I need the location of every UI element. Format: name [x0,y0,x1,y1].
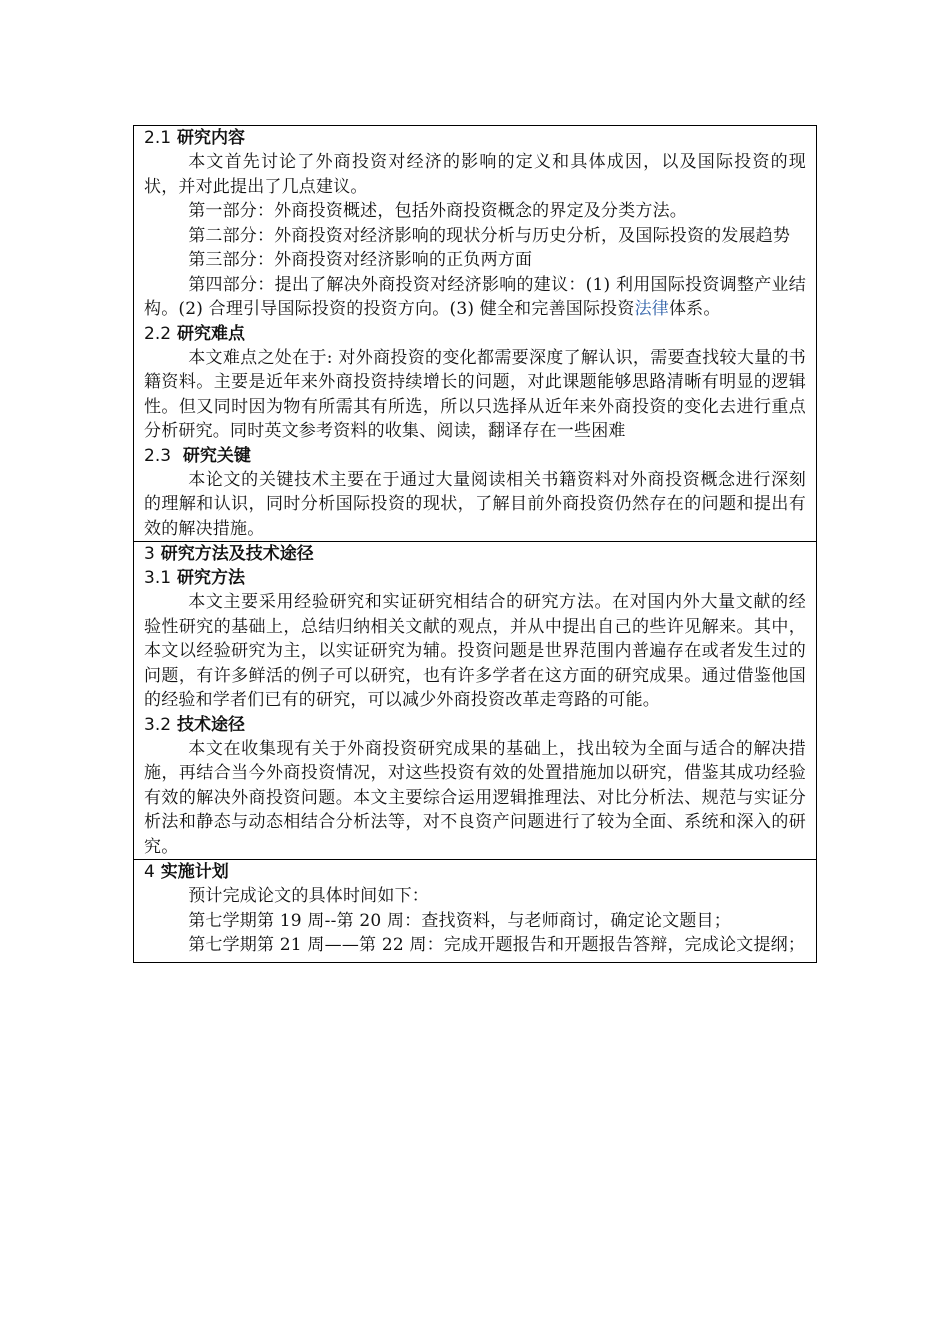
paragraph: 本文难点之处在于: 对外商投资的变化都需要深度了解认识，需要查找较大量的书籍资料。主要是近年来外商投资持续增长的问题，对此课题能够思路清晰有明显的逻辑性。但又同时因为物有所需其有所选，所以只选择从近年来外商投资的变化去进行重点分析研究。同时英文参考资料的收集、阅读，翻译存在一些困难 [144,347,806,441]
section-plan [134,860,816,962]
heading-2-1: 2.1 研究内容 [144,128,245,148]
heading-3-1: 3.1 研究方法 [144,568,245,588]
section-research-content [134,126,816,542]
paragraph: 第七学期第 19 周--第 20 周：查找资料，与老师商讨，确定论文题目； [188,910,731,931]
heading-2-2: 2.2 研究难点 [144,323,245,344]
paragraph: 第四部分：提出了解决外商投资对经济影响的建议：(1) 利用国际投资调整产业结构。(2) 合理引导国际投资的投资方向。(3) 健全和完善国际投资法律体系。 [144,274,806,319]
paragraph: 本文在收集现有关于外商投资研究成果的基础上，找出较为全面与适合的解决措施，再结合当今外商投资情况，对这些投资有效的处置措施加以研究，借鉴其成功经验有效的解决外商投资问题。本文主要综合运用逻辑推理法、对比分析法、规范与实证分析法和静态与动态相结合分析法等，对不良资产问题进行了较为全面、系统和深入的研究。 [144,738,806,857]
paragraph: 本文主要采用经验研究和实证研究相结合的研究方法。在对国内外大量文献的经验性研究的基础上，总结归纳相关文献的观点，并从中提出自己的些许见解来。其中，本文以经验研究为主，以实证研究为辅。投资问题是世界范围内普遍存在或者发生过的问题，有许多鲜活的例子可以研究，也有许多学者在这方面的研究成果。通过借鉴他国的经验和学者们已有的研究，可以减少外商投资改革走弯路的可能。 [144,592,806,710]
law-link[interactable]: 法律 [634,299,669,319]
paragraph: 第二部分：外商投资对经济影响的现状分析与历史分析，及国际投资的发展趋势 [188,225,791,246]
heading-4: 4 实施计划 [144,862,229,882]
proposal-table [133,125,817,963]
heading-3-2: 3.2 技术途径 [144,714,245,735]
paragraph: 本论文的关键技术主要在于通过大量阅读相关书籍资料对外商投资概念进行深刻的理解和认识，同时分析国际投资的现状，了解目前外商投资仍然存在的问题和提出有效的解决措施。 [144,469,806,539]
paragraph: 本文首先讨论了外商投资对经济的影响的定义和具体成因，以及国际投资的现状，并对此提出了几点建议。 [144,152,806,197]
heading-3: 3 研究方法及技术途径 [144,544,314,564]
section-methods [134,542,816,860]
paragraph: 预计完成论文的具体时间如下： [188,886,429,906]
heading-2-3: 2.3 研究关键 [144,445,251,466]
paragraph: 第七学期第 21 周——第 22 周：完成开题报告和开题报告答辩，完成论文提纲； [188,935,806,955]
paragraph: 第三部分：外商投资对经济影响的正负两方面 [188,250,533,270]
paragraph: 第一部分：外商投资概述，包括外商投资概念的界定及分类方法。 [188,201,687,221]
